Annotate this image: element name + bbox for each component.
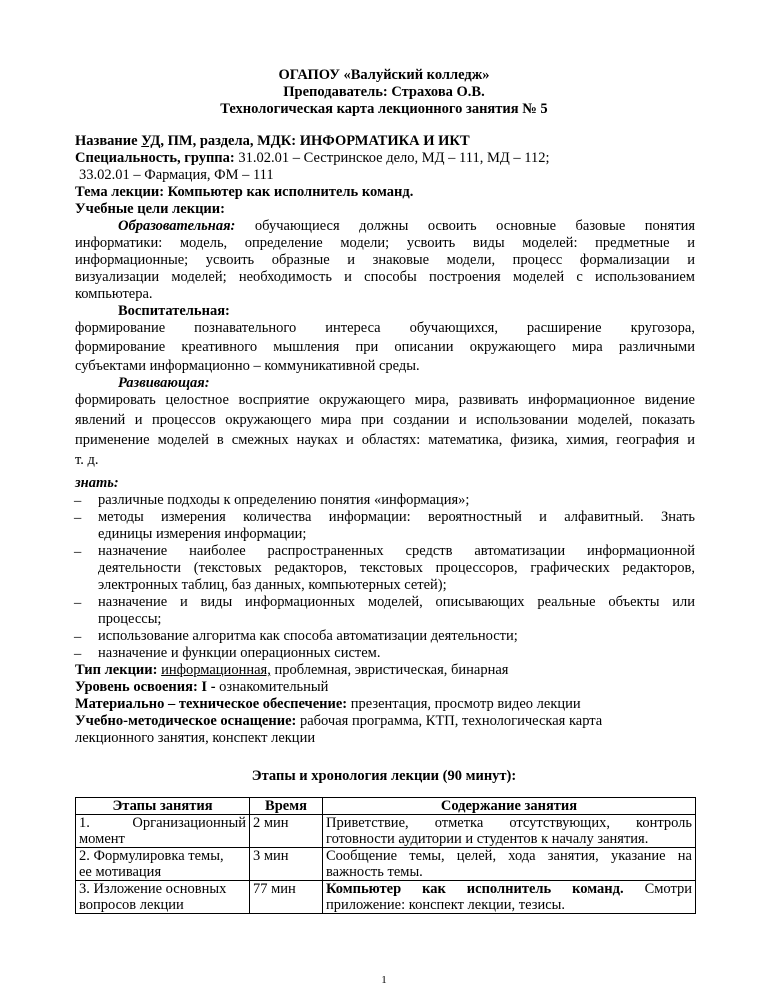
time-cell: 3 мин	[250, 848, 323, 881]
table-row	[76, 881, 696, 914]
list-dash: –	[74, 629, 82, 645]
specialty-line: Специальность, группа: 31.02.01 – Сестринское дело, МД – 111, МД – 112;	[75, 150, 550, 166]
list-item: назначение и функции операционных систем.	[98, 645, 381, 661]
list-item: деятельности (текстовых редакторов, текстовых процессоров, графических редакторов,	[98, 560, 695, 576]
mastery-level: Уровень освоения: I - ознакомительный	[75, 679, 329, 695]
list-item: назначение наиболее распространенных средств автоматизации информационной	[98, 543, 695, 559]
goal-educational-text: визуализации моделей; необходимость и способы построения моделей с использованием	[75, 269, 695, 285]
list-item: назначение и виды информационных моделей, описывающих реальные объекты или	[98, 594, 695, 610]
discipline-line: Название УД, ПМ, раздела, МДК: ИНФОРМАТИКА И ИКТ	[75, 133, 470, 149]
list-item: различные подходы к определению понятия «информация»;	[98, 492, 470, 508]
goal-developing-label: Развивающая:	[118, 375, 210, 391]
goal-educational-text: компьютера.	[75, 286, 153, 302]
list-item: единицы измерения информации;	[98, 526, 307, 542]
specialty-line-2: 33.02.01 – Фармация, ФМ – 111	[79, 167, 274, 183]
content-cell: Сообщение темы, целей, хода занятия, указание на важность темы.	[323, 848, 696, 881]
stage-cell: 2. Формулировка темы, ее мотивация	[76, 848, 250, 881]
lecture-topic: Тема лекции: Компьютер как исполнитель команд.	[75, 184, 414, 200]
goals-heading: Учебные цели лекции:	[75, 201, 225, 217]
know-heading: знать:	[75, 475, 119, 491]
methodical-support: Учебно-методическое оснащение: рабочая программа, КТП, технологическая карта	[75, 713, 603, 729]
stages-table	[75, 797, 696, 914]
list-item: процессы;	[98, 611, 162, 627]
goal-developing-text: т. д.	[75, 452, 99, 468]
list-item: использование алгоритма как способа автоматизации деятельности;	[98, 628, 518, 644]
stages-heading: Этапы и хронология лекции (90 минут):	[251, 768, 517, 784]
goal-educational-text: информатики: модель, определение модели; усвоить виды моделей: предметные и	[75, 235, 695, 251]
time-cell: 77 мин	[250, 881, 323, 914]
list-dash: –	[74, 595, 82, 611]
goal-developing-text: применение моделей в смежных науках и областях: математика, физика, химия, география и	[75, 432, 695, 448]
column-header-time: Время	[250, 798, 323, 815]
column-header-stage: Этапы занятия	[76, 798, 250, 815]
org-name: ОГАПОУ «Валуйский колледж»	[278, 67, 490, 83]
stage-cell: 1. Организационный момент	[76, 815, 250, 848]
list-dash: –	[74, 510, 82, 526]
list-item: методы измерения количества информации: вероятностный и алфавитный. Знать	[98, 509, 695, 525]
goal-developing-text: формировать целостное восприятие окружающего мира, развивать информационное видение	[75, 392, 695, 408]
goal-upbringing-text: формирование познавательного интереса обучающихся, расширение кругозора,	[75, 320, 695, 336]
list-item: электронных таблиц, баз данных, компьютерных сетей);	[98, 577, 447, 593]
lecture-type: Тип лекции: информационная, проблемная, эвристическая, бинарная	[75, 662, 509, 678]
column-header-content: Содержание занятия	[323, 798, 696, 815]
page-number: 1	[381, 974, 387, 986]
goal-developing-text: явлений и процессов окружающего мира при создании и использовании моделей, показать	[75, 412, 695, 428]
table-row	[76, 848, 696, 881]
goal-upbringing-label: Воспитательная:	[118, 303, 230, 319]
material-support: Материально – техническое обеспечение: презентация, просмотр видео лекции	[75, 696, 581, 712]
goal-educational-text: информационные; усвоить образные и знаковые модели, процесс формализации и	[75, 252, 695, 268]
goal-upbringing-text: субъектами информационно – коммуникативной среды.	[75, 358, 420, 374]
document-title: Технологическая карта лекционного занятия № 5	[220, 101, 548, 117]
table-row	[76, 815, 696, 848]
goal-educational-line: Образовательная: обучающиеся должны освоить основные базовые понятия	[118, 218, 695, 234]
table-header-row	[76, 798, 696, 815]
content-cell: Приветствие, отметка отсутствующих, контроль готовности аудитории и студентов к началу занятия.	[323, 815, 696, 848]
list-dash: –	[74, 646, 82, 662]
time-cell: 2 мин	[250, 815, 323, 848]
content-cell: Компьютер как исполнитель команд. Смотри приложение: конспект лекции, тезисы.	[323, 881, 696, 914]
methodical-support-2: лекционного занятия, конспект лекции	[75, 730, 316, 746]
list-dash: –	[74, 493, 82, 509]
stage-cell: 3. Изложение основных вопросов лекции	[76, 881, 250, 914]
list-dash: –	[74, 544, 82, 560]
teacher-line: Преподаватель: Страхова О.В.	[283, 84, 485, 100]
goal-upbringing-text: формирование креативного мышления при описании окружающего мира различными	[75, 339, 695, 355]
